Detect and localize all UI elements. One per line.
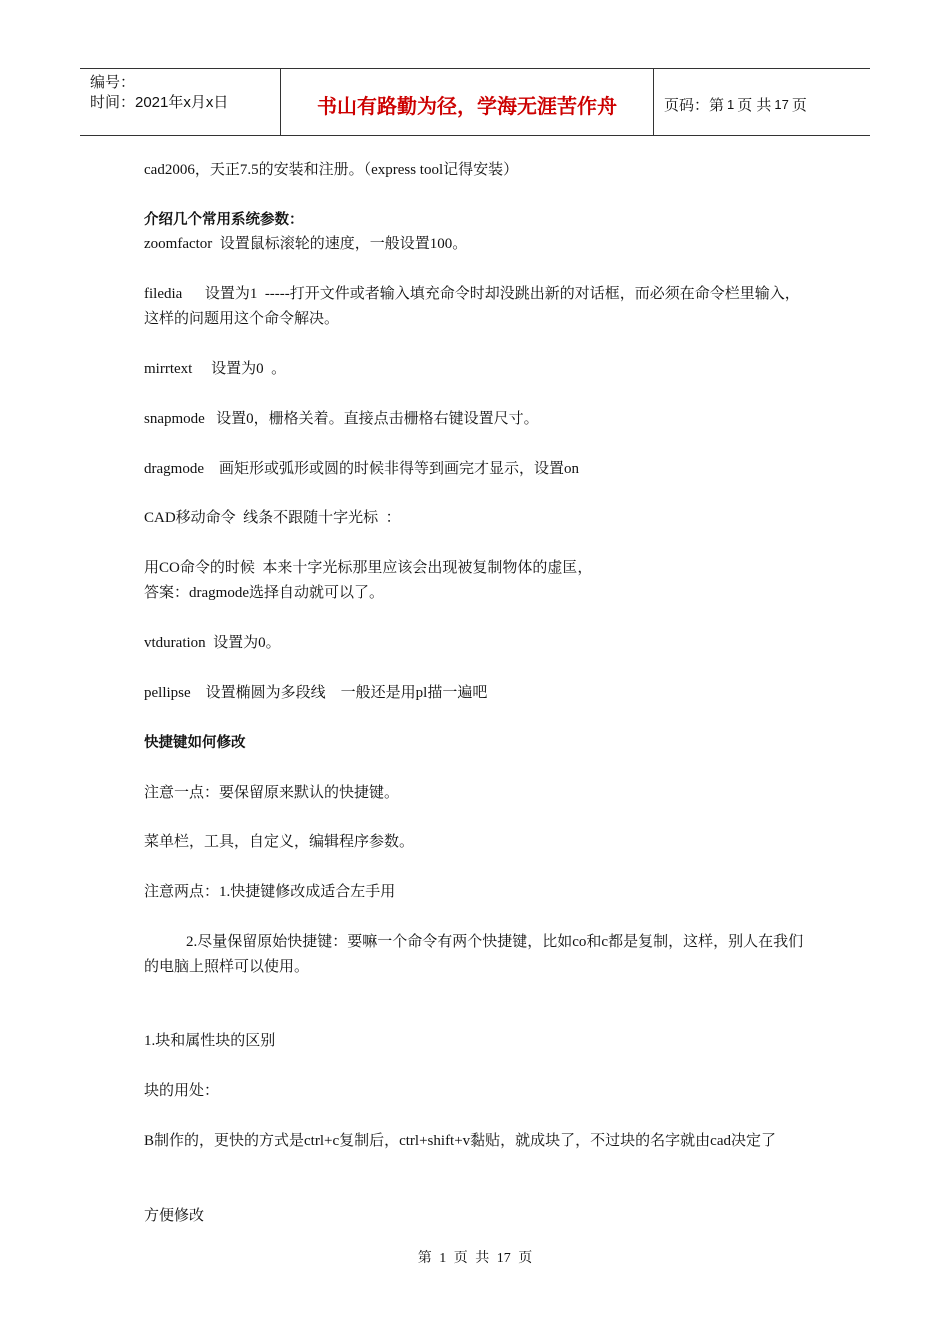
paragraph: CAD移动命令 线条不跟随十字光标 ： <box>144 510 401 526</box>
page-header <box>80 68 870 136</box>
page-number: 1 <box>727 96 735 112</box>
paragraph: dragmode 画矩形或弧形或圆的时候非得等到画完才显示，设置on <box>144 461 579 477</box>
section-heading: 快捷键如何修改 <box>144 735 246 751</box>
paragraph: snapmode 设置0，栅格关着。直接点击栅格右键设置尺寸。 <box>144 411 539 427</box>
paragraph: mirrtext 设置为0 。 <box>144 361 287 377</box>
paragraph: cad2006，天正7.5的安装和注册。（express tool记得安装） <box>144 162 519 178</box>
paragraph: 菜单栏，工具，自定义，编辑程序参数。 <box>144 834 415 850</box>
paragraph: 2.尽量保留原始快捷键：要嘛一个命令有两个快捷键，比如co和c都是复制，这样，别人在我们的电脑上照样可以使用。 <box>144 934 804 975</box>
paragraph: B制作的，更快的方式是ctrl+c复制后，ctrl+shift+v黏贴，就成块了，不过块的名字就由cad决定了 <box>144 1133 777 1149</box>
page-mid: 页 共 <box>737 96 772 114</box>
paragraph: 方便修改 <box>144 1208 205 1224</box>
header-meta <box>80 69 281 135</box>
paragraph: filedia 设置为1 -----打开文件或者输入填充命令时却没跳出新的对话框，而必须在命令栏里输入，这样的问题用这个命令解决。 <box>144 286 800 327</box>
header-motto: 书山有路勤为径，学海无涯苦作舟 <box>281 69 654 135</box>
paragraph: 注意一点：要保留原来默认的快捷键。 <box>144 785 400 801</box>
paragraph: 答案：dragmode选择自动就可以了。 <box>144 585 384 601</box>
paragraph: zoomfactor 设置鼠标滚轮的速度，一般设置100。 <box>144 236 468 252</box>
paragraph: pellipse 设置椭圆为多段线 一般还是用pl描一遍吧 <box>144 685 488 701</box>
paragraph: 注意两点：1.快捷键修改成适合左手用 <box>144 884 396 900</box>
paragraph: 用CO命令的时候 本来十字光标那里应该会出现被复制物体的虚匡， <box>144 560 593 576</box>
section-heading: 介绍几个常用系统参数： <box>144 212 304 228</box>
page-prefix: 页码：第 <box>664 96 725 114</box>
serial-label: 编号： <box>90 74 136 91</box>
page-footer: 第 1 页 共 17 页 <box>417 1251 533 1266</box>
header-page-info <box>654 69 870 135</box>
paragraph: vtduration 设置为0。 <box>144 635 281 651</box>
page-suffix: 页 <box>791 96 807 114</box>
time-label: 时间：2021年x月x日 <box>90 94 229 111</box>
page-total: 17 <box>774 96 789 112</box>
paragraph: 1.块和属性块的区别 <box>144 1033 276 1049</box>
paragraph: 块的用处： <box>144 1083 220 1099</box>
